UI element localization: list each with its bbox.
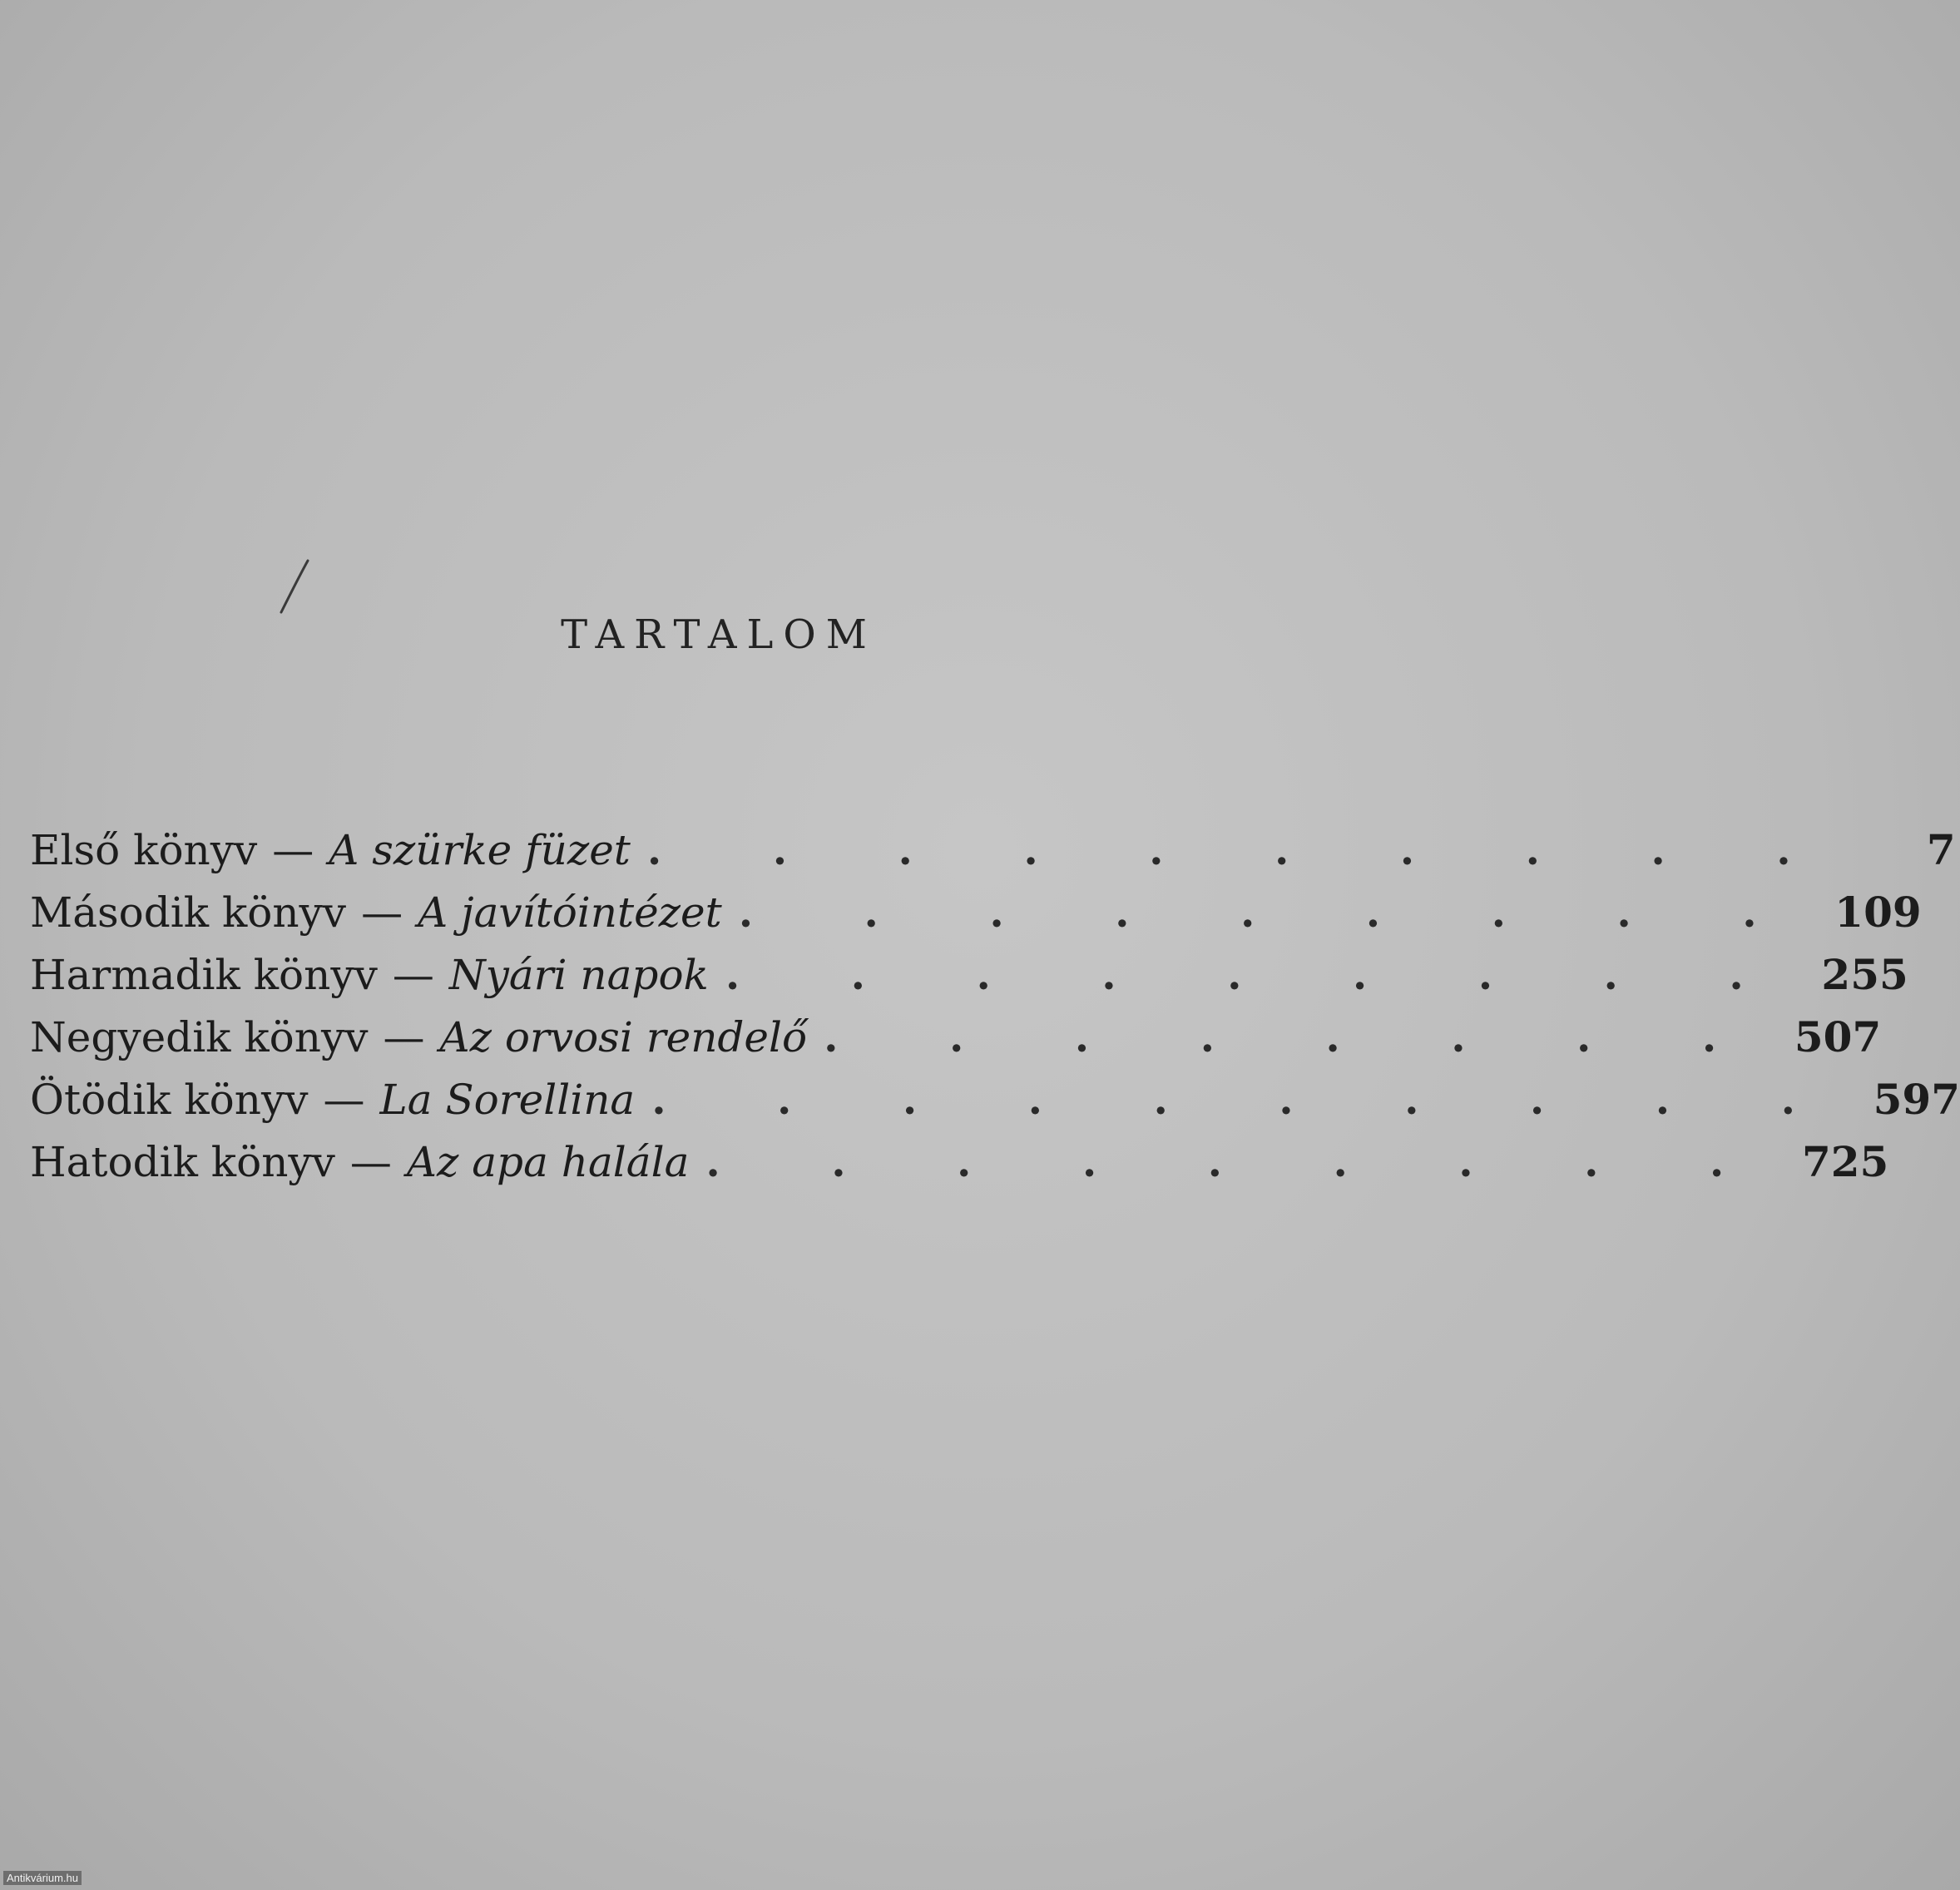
toc-entry: [30, 1137, 1889, 1200]
pencil-mark-icon: [275, 557, 316, 616]
toc-dot-leader: . . . . . . . . .: [705, 1137, 1773, 1186]
toc-dash: —: [383, 1013, 425, 1061]
toc-page-number: 725: [1801, 1137, 1889, 1186]
toc-book-title: Az apa halála: [406, 1138, 690, 1186]
toc-entry: [30, 825, 1956, 888]
toc-book-title: Nyári napok: [448, 951, 709, 999]
toc-book-name: Hatodik könyv: [30, 1138, 335, 1186]
toc-dot-leader: . . . . . . . . .: [725, 950, 1792, 999]
toc-dot-leader: . . . . . . . .: [824, 1012, 1765, 1061]
toc-book-title: Az orvosi rendelő: [439, 1013, 808, 1061]
toc-book-title: A javítóintézet: [418, 888, 722, 937]
toc-page-number: 7: [1926, 825, 1956, 874]
toc-book-name: Második könyv: [30, 888, 347, 937]
table-of-contents: [30, 825, 1960, 1200]
toc-dash: —: [323, 1076, 365, 1124]
toc-book-name: Negyedik könyv: [30, 1013, 369, 1061]
toc-page-number: 507: [1794, 1012, 1882, 1061]
toc-entry: [30, 1075, 1960, 1137]
toc-page-number: 597: [1873, 1075, 1960, 1124]
toc-book-title: La Sorellina: [379, 1076, 636, 1124]
toc-dash: —: [272, 826, 314, 874]
toc-page-number: 109: [1834, 888, 1922, 937]
toc-entry: [30, 950, 1908, 1012]
toc-dot-leader: . . . . . . . . .: [738, 888, 1805, 937]
toc-book-name: Első könyv: [30, 826, 258, 874]
toc-dash: —: [392, 951, 434, 999]
toc-dot-leader: . . . . . . . . . .: [646, 825, 1839, 874]
source-watermark: Antikvárium.hu: [3, 1871, 82, 1885]
toc-dot-leader: . . . . . . . . . .: [651, 1075, 1844, 1124]
toc-dash: —: [361, 888, 403, 937]
toc-book-title: A szürke füzet: [329, 826, 631, 874]
toc-entry: [30, 888, 1922, 950]
toc-book-name: Harmadik könyv: [30, 951, 378, 999]
toc-entry: [30, 1012, 1882, 1075]
toc-page-number: 255: [1821, 950, 1908, 999]
toc-book-name: Ötödik könyv: [30, 1076, 309, 1124]
toc-dash: —: [349, 1138, 392, 1186]
page-title: TARTALOM: [561, 611, 877, 658]
